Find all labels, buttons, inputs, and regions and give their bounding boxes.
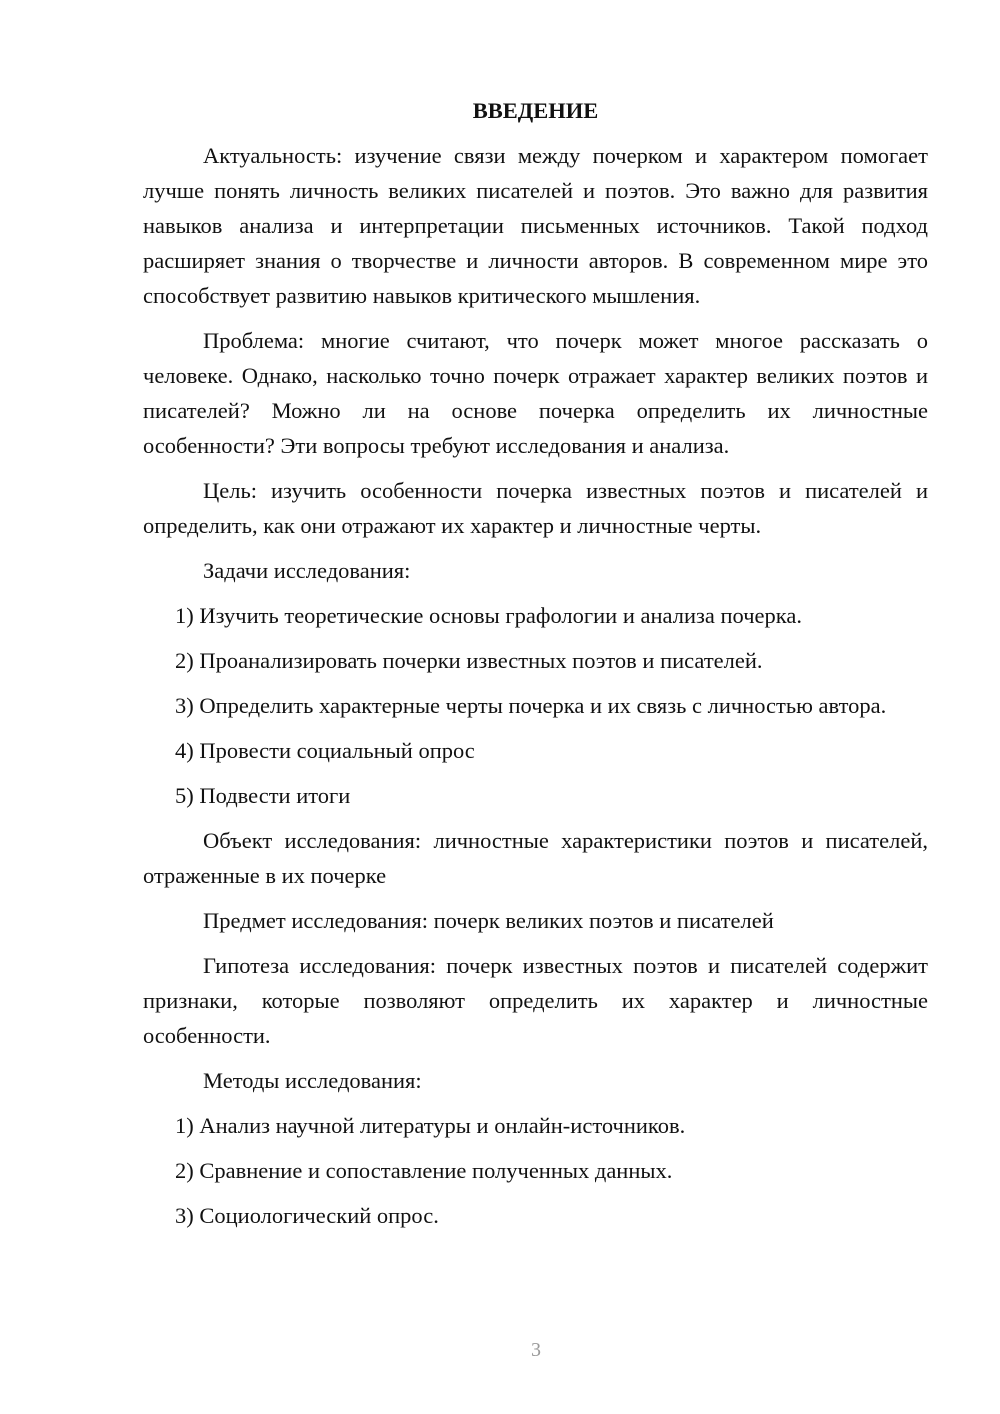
task-item-1: 1) Изучить теоретические основы графологии и анализа почерка.	[175, 603, 802, 628]
method-item-1: 1) Анализ научной литературы и онлайн-источников.	[175, 1113, 686, 1138]
task-item-4: 4) Провести социальный опрос	[175, 738, 475, 763]
paragraph-problem: Проблема: многие считают, что почерк может многое рассказать о человеке. Однако, насколько точно почерк отражает характер великих поэтов и писателей? Можно ли на основе почерка определить их личностные особенности? Эти вопросы требуют исследования и анализа.	[143, 328, 928, 458]
page-number: 3	[531, 1339, 541, 1361]
paragraph-actuality: Актуальность: изучение связи между почерком и характером помогает лучше понять личность великих писателей и поэтов. Это важно для развития навыков анализа и интерпретации письменных источников. Такой подход расширяет знания о творчестве и личности авторов. В современном мире это способствует развитию навыков критического мышления.	[143, 143, 928, 308]
task-item-3: 3) Определить характерные черты почерка и их связь с личностью автора.	[175, 693, 887, 718]
section-title: ВВЕДЕНИЕ	[472, 98, 599, 123]
paragraph-object: Объект исследования: личностные характеристики поэтов и писателей, отраженные в их почерке	[143, 828, 928, 888]
task-item-5: 5) Подвести итоги	[175, 783, 351, 808]
method-item-3: 3) Социологический опрос.	[175, 1203, 439, 1228]
paragraph-hypothesis: Гипотеза исследования: почерк известных поэтов и писателей содержит признаки, которые позволяют определить их характер и личностные особенности.	[143, 953, 928, 1048]
task-item-2: 2) Проанализировать почерки известных поэтов и писателей.	[175, 648, 763, 673]
tasks-heading: Задачи исследования:	[203, 558, 411, 583]
page-content	[143, 93, 928, 1243]
methods-heading: Методы исследования:	[203, 1068, 422, 1093]
method-item-2: 2) Сравнение и сопоставление полученных данных.	[175, 1158, 673, 1183]
paragraph-goal: Цель: изучить особенности почерка известных поэтов и писателей и определить, как они отражают их характер и личностные черты.	[143, 478, 928, 538]
paragraph-subject: Предмет исследования: почерк великих поэтов и писателей	[203, 908, 774, 933]
